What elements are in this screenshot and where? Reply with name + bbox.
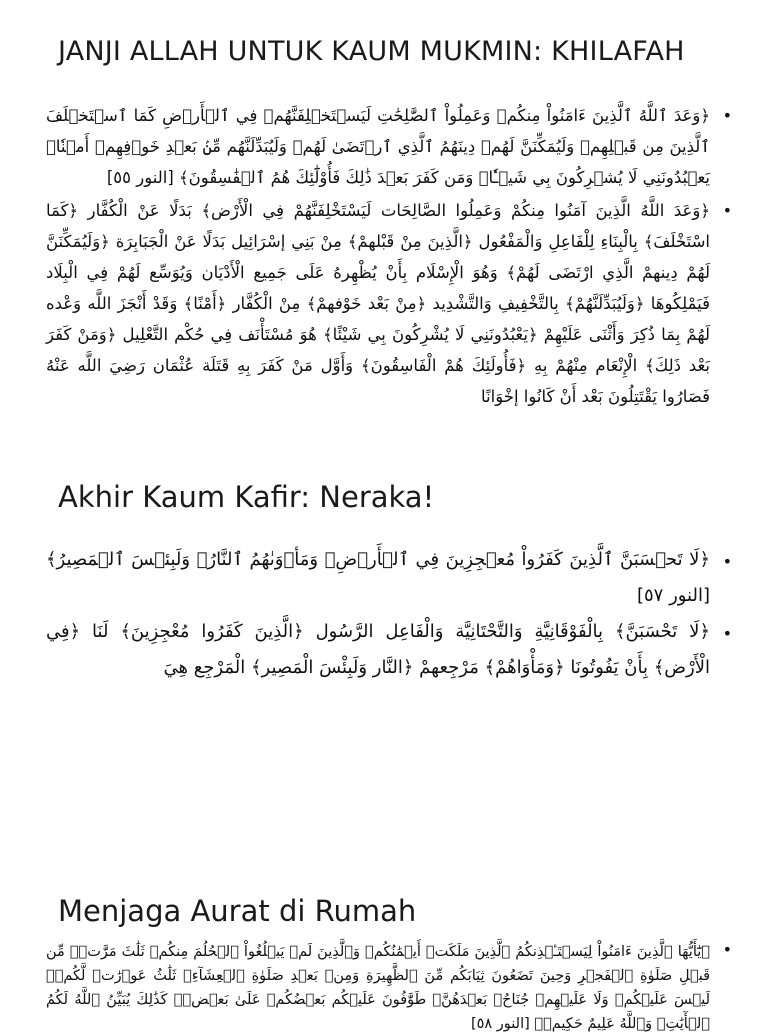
slide-khilafah: [0, 0, 768, 420]
bullet-text: ﴿وَعَدَ اللَّهُ الَّذِينَ آمَنُوا مِنكُمْ وَعَمِلُوا الصَّالِحَات لَيَسْتَخْلِفَنَّهُمْ فِي الْأَرْض﴾ بَدَلًا عَنْ الْكُفَّار ﴿كَمَا اسْتَخْلَفَ﴾ بِالْبِنَاءِ لِلْفَاعِلِ وَالْمَفْعُول ﴿الَّذِينَ مِنْ قَبْلهمْ﴾ مِنْ بَنِي إسْرَائِيل بَدَلًا عَنْ الْجَبَابِرَة ﴿وَلَيُمَكِّنَنَّ لَهُمْ دِينهمْ الَّذِي ارْتَضَى لَهُمْ﴾ وَهُوَ الْإِسْلَام بِأَنْ يُظْهِرهُ عَلَى جَمِيع الْأَدْيَان وَيُوَسِّع لَهُمْ فِي الْبِلَاد فَيَمْلِكُوهَا ﴿وَلَيُبَدِّلَنَّهُمْ﴾ بِالتَّخْفِيفِ وَالتَّشْدِيد ﴿مِنْ بَعْد خَوْفهمْ﴾ مِنْ الْكُفَّار ﴿أَمْنًا﴾ وَقَدْ أَنْجَزَ اللَّه وَعْده لَهُمْ بِمَا ذُكِرَ وَأَثْنَى عَلَيْهِمْ ﴿يَعْبُدُونَنِي لَا يُشْرِكُونَ بِي شَيْئًا﴾ هُوَ مُسْتَأْنَف فِي حُكْم التَّعْلِيل ﴿وَمَنْ كَفَرَ بَعْد ذَلِكَ﴾ الْإِنْعَام مِنْهُمْ بِهِ ﴿فَأُولَئِكَ هُمْ الْفَاسِقُونَ﴾ وَأَوَّل مَنْ كَفَرَ بِهِ قَتَلَة عُثْمَان رَضِيَ اللَّه عَنْهُ فَصَارُوا يَقْتَتِلُونَ بَعْد أَنْ كَانُوا إخْوَانًا: [46, 201, 710, 406]
bullet-list: [46, 940, 732, 1036]
bullet-icon: •: [722, 940, 732, 959]
slide-title: Akhir Kaum Kafir: Neraka!: [58, 480, 435, 514]
bullet-item-verse: [46, 542, 732, 614]
bullet-icon: •: [722, 552, 732, 571]
slide-title: JANJI ALLAH UNTUK KAUM MUKMIN: KHILAFAH: [58, 36, 685, 67]
bullet-text: ﴿وَعَدَ ٱللَّهُ ٱلَّذِينَ ءَامَنُواْ مِنكُمۡ وَعَمِلُواْ ٱلصَّٰلِحَٰتِ لَيَسۡتَخۡلِفَنَّهُمۡ فِي ٱلۡأَرۡضِ كَمَا ٱسۡتَخۡلَفَ ٱلَّذِينَ مِن قَبۡلِهِمۡ وَلَيُمَكِّنَنَّ لَهُمۡ دِينَهُمُ ٱلَّذِي ٱرۡتَضَىٰ لَهُمۡ وَلَيُبَدِّلَنَّهُم مِّنۢ بَعۡدِ خَوۡفِهِمۡ أَمۡنٗاۚ يَعۡبُدُونَنِي لَا يُشۡرِكُونَ بِي شَيۡـٔٗاۚ وَمَن كَفَرَ بَعۡدَ ذَٰلِكَ فَأُوْلَٰٓئِكَ هُمُ ٱلۡفَٰسِقُونَ﴾ [النور ٥٥]: [46, 106, 710, 187]
bullet-item-tafsir: [46, 614, 732, 686]
bullet-icon: •: [722, 106, 732, 125]
slide-neraka: [0, 470, 768, 678]
bullet-item-tafsir: [46, 195, 732, 412]
bullet-text: ﴿يَٰٓأَيُّهَا ٱلَّذِينَ ءَامَنُواْ لِيَسۡتَـٔۡذِنكُمُ ٱلَّذِينَ مَلَكَتۡ أَيۡمَٰنُكُمۡ وَٱلَّذِينَ لَمۡ يَبۡلُغُواْ ٱلۡحُلُمَ مِنكُمۡ ثَلَٰثَ مَرَّٰتٖۚ مِّن قَبۡلِ صَلَوٰةِ ٱلۡفَجۡرِ وَحِينَ تَضَعُونَ ثِيَابَكُم مِّنَ ٱلظَّهِيرَةِ وَمِنۢ بَعۡدِ صَلَوٰةِ ٱلۡعِشَآءِۚ ثَلَٰثُ عَوۡرَٰتٖ لَّكُمۡۚ لَيۡسَ عَلَيۡكُمۡ وَلَا عَلَيۡهِمۡ جُنَاحُۢ بَعۡدَهُنَّۚ طَوَّٰفُونَ عَلَيۡكُم بَعۡضُكُمۡ عَلَىٰ بَعۡضٖۚ كَذَٰلِكَ يُبَيِّنُ ٱللَّهُ لَكُمُ ٱلۡأٓيَٰتِۗ وَٱللَّهُ عَلِيمٌ حَكِيمٞ﴾ [النور ٥٨]: [46, 944, 710, 1032]
bullet-list: [46, 542, 732, 686]
bullet-icon: •: [722, 201, 732, 220]
slide-aurat: [0, 890, 768, 1032]
bullet-icon: •: [722, 624, 732, 643]
bullet-text: ﴿لَا تَحْسَبَنَّ﴾ بِالْفَوْقَانِيَّةِ وَالتَّحْتَانِيَّة وَالْفَاعِل الرَّسُول ﴿الَّذِينَ كَفَرُوا مُعْجِزِينَ﴾ لَنَا ﴿فِي الْأَرْض﴾ بِأَنْ يَفُوتُونَا ﴿وَمَأْوَاهُمْ﴾ مَرْجِعهمْ ﴿النَّار وَلَبِئْسَ الْمَصِير﴾ الْمَرْجِع هِيَ: [46, 621, 710, 678]
bullet-text: ﴿لَا تَحۡسَبَنَّ ٱلَّذِينَ كَفَرُواْ مُعۡجِزِينَ فِي ٱلۡأَرۡضِۚ وَمَأۡوَىٰهُمُ ٱلنَّارُۖ وَلَبِئۡسَ ٱلۡمَصِيرُ﴾ [النور ٥٧]: [46, 549, 710, 606]
bullet-list: [46, 100, 732, 414]
bullet-item-verse: [46, 100, 732, 193]
bullet-item-verse: [46, 940, 732, 1036]
slide-title: Menjaga Aurat di Rumah: [58, 894, 417, 928]
